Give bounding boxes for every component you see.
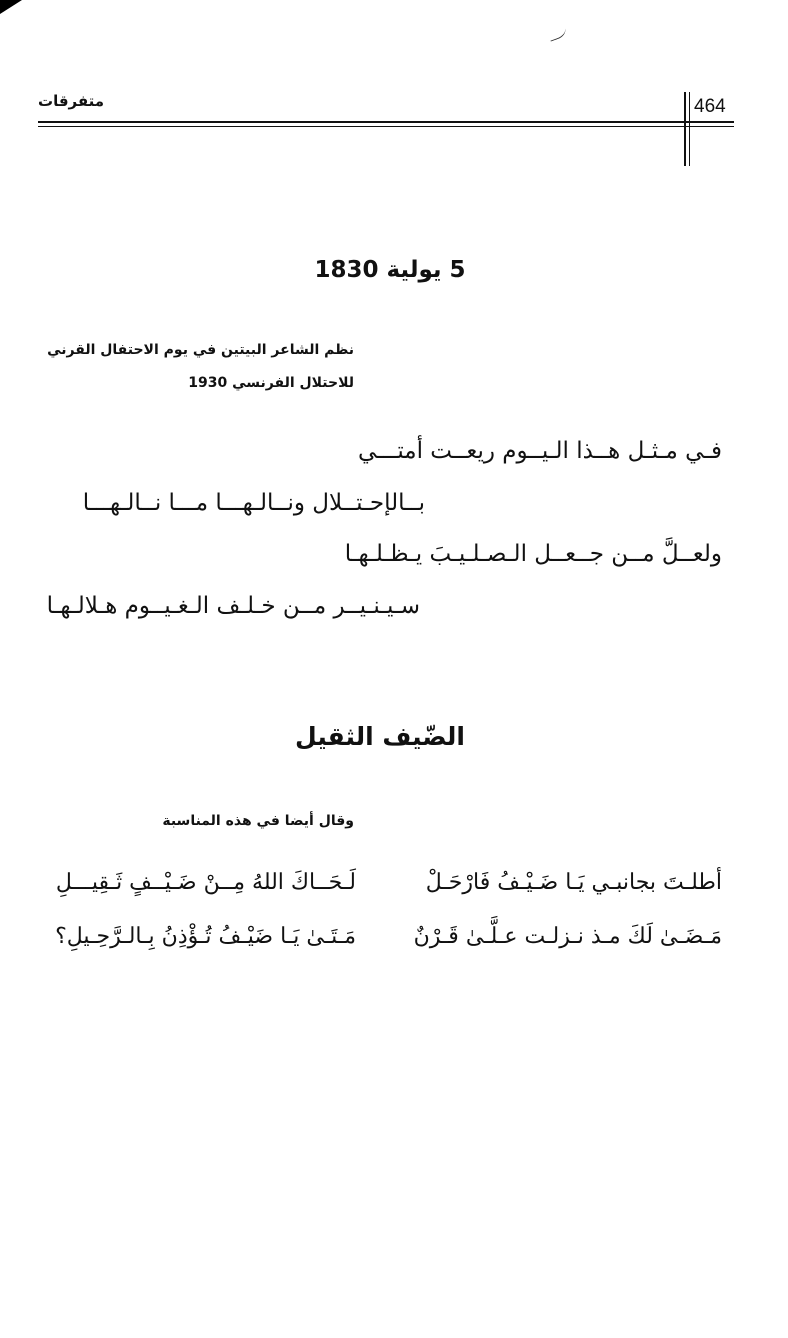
page-number: 464 (694, 96, 726, 117)
couplet-second-hemistich: لَـحَــاكَ اللهُ مِــنْ ضَـيْــفٍ ثَـقِيـــلِ (55, 870, 356, 895)
header-vertical-rule-thin (689, 92, 690, 166)
poem-intro: وقال أيضا في هذه المناسبة (162, 813, 354, 829)
page-corner-mark (0, 0, 22, 14)
poem-intro (14, 334, 354, 400)
poem-intro-line: للاحتلال الفرنسي 1930 (188, 375, 354, 391)
couplet-second-hemistich: مَـتَـىٰ يَـا ضَيْـفُ تُـؤْذِنُ بِـالـرَّحِـيلِ؟ (55, 924, 356, 949)
poem-title-heavy-guest: الضّيف الثقيل (295, 722, 465, 751)
poem-intro-line: نظم الشاعر البيتين في يوم الاحتفال القرني (47, 342, 354, 358)
verse-line: ولعــلَّ مــن جــعــل الـصـلـيـبَ يـظـلـهـا (344, 541, 722, 567)
verse-line: بــالإحـتــلال ونــالـهـــا مـــا نــالـهـــا (82, 490, 425, 516)
pen-mark (546, 23, 567, 41)
header-rule-thin (38, 126, 734, 127)
verse-line: سـيـنـيــر مــن خـلـف الـغـيــوم هـلالـهـا (46, 593, 420, 619)
couplet-first-hemistich: مَـضَـىٰ لَكَ مـذ نـزلـت عـلَّـىٰ قَـرْنٌ (413, 924, 722, 949)
couplet-first-hemistich: أطلـتَ بجانبـي يَـا ضَـيْـفُ فَارْحَـلْ (425, 870, 722, 895)
poem-title-date: 5 يولية 1830 (314, 257, 466, 283)
header-vertical-rule-thick (684, 92, 686, 166)
verse-line: فـي مـثـل هــذا الـيــوم ريعــت أمتـــي (357, 438, 722, 464)
header-rule-thick (38, 121, 734, 123)
running-header-section: متفرقات (38, 92, 105, 110)
